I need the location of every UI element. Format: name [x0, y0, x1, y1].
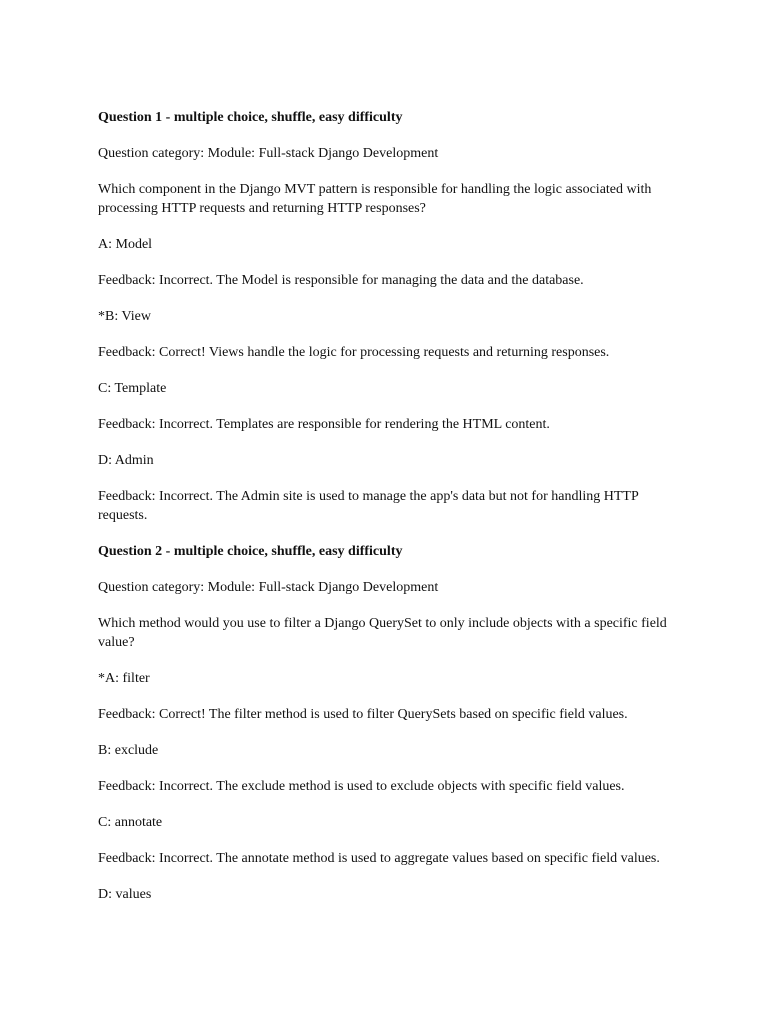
option-label: A: Model [98, 237, 153, 252]
option-feedback: Feedback: Correct! Views handle the logic for processing requests and returning responses. [98, 345, 610, 360]
option-label: D: values [98, 887, 152, 902]
question-category: Question category: Module: Full-stack Django Development [98, 580, 439, 595]
question-heading: Question 1 - multiple choice, shuffle, easy difficulty [98, 110, 403, 125]
option-feedback: Feedback: Correct! The filter method is used to filter QuerySets based on specific field values. [98, 707, 628, 722]
option-label: C: annotate [98, 815, 163, 830]
option-label: *A: filter [98, 671, 150, 686]
option-feedback: Feedback: Incorrect. The Model is responsible for managing the data and the database. [98, 273, 584, 288]
option-label: B: exclude [98, 743, 159, 758]
option-feedback: Feedback: Incorrect. The Admin site is used to manage the app's data but not for handling HTTP requests. [98, 489, 639, 523]
question-text: Which component in the Django MVT pattern is responsible for handling the logic associated with processing HTTP requests and returning HTTP responses? [98, 182, 652, 216]
question-text: Which method would you use to filter a Django QuerySet to only include objects with a specific field value? [98, 616, 667, 650]
option-feedback: Feedback: Incorrect. Templates are responsible for rendering the HTML content. [98, 417, 550, 432]
question-category: Question category: Module: Full-stack Django Development [98, 146, 439, 161]
document-page [98, 108, 673, 921]
question-heading: Question 2 - multiple choice, shuffle, easy difficulty [98, 544, 403, 559]
option-feedback: Feedback: Incorrect. The exclude method is used to exclude objects with specific field values. [98, 779, 625, 794]
option-label: D: Admin [98, 453, 154, 468]
option-label: *B: View [98, 309, 151, 324]
option-label: C: Template [98, 381, 167, 396]
option-feedback: Feedback: Incorrect. The annotate method is used to aggregate values based on specific field values. [98, 851, 660, 866]
